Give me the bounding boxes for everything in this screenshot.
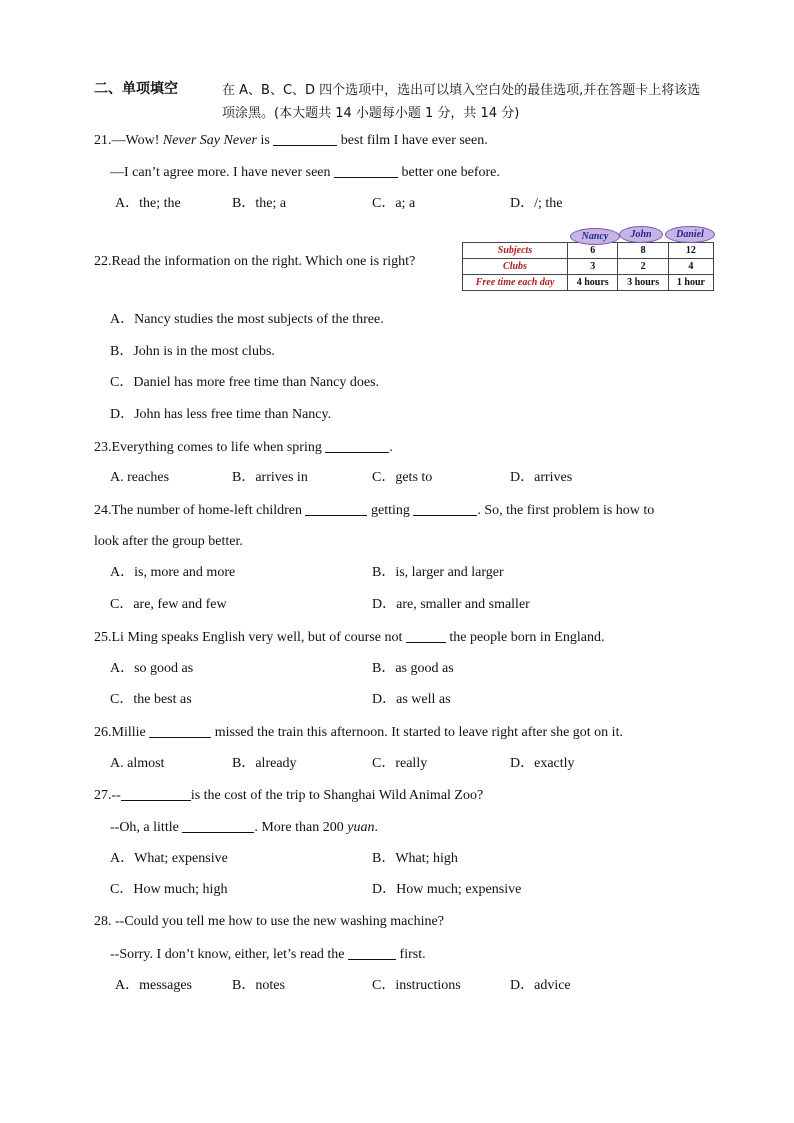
option-a[interactable]: A．What; expensive (110, 851, 228, 866)
row-label: Clubs (463, 259, 568, 275)
option-d[interactable]: D．How much; expensive (372, 882, 522, 897)
question-number: 26. (94, 725, 112, 740)
question-28-reply: --Sorry. I don’t know, either, let’s read the first. (110, 947, 426, 962)
option-d[interactable]: D．exactly (510, 756, 575, 771)
option-b[interactable]: B．What; high (372, 851, 458, 866)
answer-blank[interactable] (348, 945, 396, 960)
option-c[interactable]: C．the best as (110, 692, 192, 707)
table-cell: 4 hours (568, 275, 618, 291)
table-cell: 8 (618, 243, 668, 259)
info-table-grid (462, 242, 714, 291)
header-nancy: Nancy (570, 228, 620, 245)
option-b[interactable]: B．the; a (232, 196, 287, 211)
table-cell: 3 hours (618, 275, 668, 291)
table-row (463, 275, 714, 291)
table-cell: 1 hour (668, 275, 713, 291)
option-b[interactable]: B．already (232, 756, 297, 771)
info-table (462, 226, 714, 291)
question-number: 24. (94, 503, 112, 518)
section-instruction-line2: 项涂黑。(本大题共 14 小题每小题 1 分，共 14 分) (222, 106, 520, 121)
answer-blank[interactable] (406, 628, 446, 643)
option-d[interactable]: D．are, smaller and smaller (372, 597, 530, 612)
answer-blank[interactable] (334, 163, 398, 178)
question-number: 23. (94, 440, 112, 455)
option-c[interactable]: C．a; a (372, 196, 416, 211)
header-daniel: Daniel (665, 226, 715, 243)
option-d[interactable]: D．arrives (510, 470, 573, 485)
table-row (463, 243, 714, 259)
option-a[interactable]: A．messages (115, 978, 192, 993)
question-number: 25. (94, 630, 112, 645)
row-label: Free time each day (463, 275, 568, 291)
answer-blank[interactable] (273, 131, 337, 146)
option-b[interactable]: B．John is in the most clubs. (110, 344, 275, 359)
option-a[interactable]: A. reaches (110, 470, 170, 485)
question-26: 26.Millie missed the train this afternoon. It started to leave right after she got on it. (94, 725, 623, 740)
option-b[interactable]: B．notes (232, 978, 285, 993)
answer-blank[interactable] (325, 438, 389, 453)
option-a[interactable]: A．so good as (110, 661, 194, 676)
option-a[interactable]: A．Nancy studies the most subjects of the three. (110, 312, 384, 327)
answer-blank[interactable] (149, 723, 211, 738)
option-d[interactable]: D．John has less free time than Nancy. (110, 407, 332, 422)
option-c[interactable]: C．How much; high (110, 882, 228, 897)
option-d[interactable]: D．as well as (372, 692, 451, 707)
question-number: 22. (94, 254, 112, 269)
answer-blank[interactable] (121, 786, 191, 801)
header-john: John (619, 226, 663, 243)
question-23: 23.Everything comes to life when spring . (94, 440, 393, 455)
info-table-header (462, 226, 714, 242)
question-number: 21. (94, 133, 112, 148)
question-24: 24.The number of home-left children getting . So, the first problem is how to (94, 503, 655, 518)
option-d[interactable]: D．advice (510, 978, 571, 993)
option-d[interactable]: D．/; the (510, 196, 563, 211)
question-27-reply: --Oh, a little . More than 200 yuan. (110, 820, 378, 835)
option-a[interactable]: A. almost (110, 756, 165, 771)
question-25: 25.Li Ming speaks English very well, but of course not the people born in England. (94, 630, 605, 645)
table-cell: 3 (568, 259, 618, 275)
section-instruction-line1: 在 A、B、C、D 四个选项中，选出可以填入空白处的最佳选项,并在答题卡上将该选 (222, 83, 701, 98)
table-row (463, 259, 714, 275)
option-b[interactable]: B．as good as (372, 661, 454, 676)
row-label: Subjects (463, 243, 568, 259)
option-a[interactable]: A．the; the (115, 196, 181, 211)
option-c[interactable]: C．instructions (372, 978, 461, 993)
question-27: 27.-- is the cost of the trip to Shanghai Wild Animal Zoo? (94, 788, 484, 803)
option-a[interactable]: A．is, more and more (110, 565, 236, 580)
answer-blank[interactable] (413, 501, 477, 516)
table-cell: 4 (668, 259, 713, 275)
option-c[interactable]: C．gets to (372, 470, 433, 485)
question-24-cont: look after the group better. (94, 534, 243, 549)
table-cell: 6 (568, 243, 618, 259)
option-c[interactable]: C．Daniel has more free time than Nancy does. (110, 375, 380, 390)
option-c[interactable]: C．really (372, 756, 428, 771)
table-cell: 12 (668, 243, 713, 259)
table-cell: 2 (618, 259, 668, 275)
question-21-reply: —I can’t agree more. I have never seen better one before. (110, 165, 500, 180)
option-b[interactable]: B．arrives in (232, 470, 308, 485)
answer-blank[interactable] (182, 818, 254, 833)
question-number: 28. (94, 914, 112, 929)
question-22: 22.Read the information on the right. Which one is right? (94, 254, 416, 269)
section-title: 二、单项填空 (94, 81, 178, 97)
option-b[interactable]: B．is, larger and larger (372, 565, 504, 580)
option-c[interactable]: C．are, few and few (110, 597, 227, 612)
question-28: 28. --Could you tell me how to use the new washing machine? (94, 914, 444, 929)
answer-blank[interactable] (305, 501, 367, 516)
question-21: 21.—Wow! Never Say Never is best film I have ever seen. (94, 133, 488, 148)
question-number: 27. (94, 788, 112, 803)
